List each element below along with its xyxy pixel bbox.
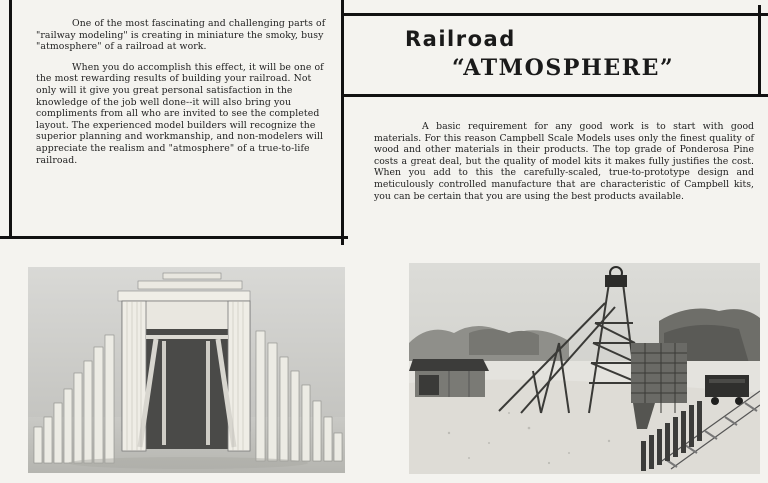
title-atmosphere: “ATMOSPHERE” — [452, 55, 675, 81]
middle-vertical-rule — [341, 0, 344, 245]
title-railroad: Railroad — [405, 27, 516, 51]
body-paragraph: A basic requirement for any good work is to start with good materials. For this reason Campbell Scale Models uses only the finest quality of wood and other materials in their products. The top grade of Ponderosa Pine costs a great deal, but the quality of model kits it makes fully justifies the cost. When you add to this the carefully-scaled, true-to-prototype design and meticulously controlled manufacture that are characteristic of Campbell kits, you can be certain that you are using the best products available. — [374, 121, 754, 202]
body-text — [374, 121, 754, 202]
intro-text — [36, 18, 328, 175]
left-vertical-rule — [9, 0, 12, 238]
intro-paragraph-1: One of the most fascinating and challenging parts of "railway modeling" is creating in miniature the smoky, busy "atmosphere" of a railroad at work. — [36, 18, 326, 53]
title-top-rule — [341, 13, 768, 16]
left-horizontal-rule — [0, 236, 348, 239]
mine-headframe-photo — [409, 263, 760, 474]
title-right-rule — [758, 5, 761, 97]
title-bottom-rule — [341, 94, 768, 97]
intro-paragraph-2: When you do accomplish this effect, it will be one of the most rewarding results of building your railroad. Not only will it give you great personal satisfaction in the knowledge of the job well done--it will also bring you compliments from all who are invited to see the completed layout. The experienced model builders will recognize the superior planning and workmanship, and non-modelers will appreciate the realism and "atmosphere" of a true-to-life railroad. — [36, 61, 324, 166]
tunnel-portal-photo — [28, 267, 345, 473]
